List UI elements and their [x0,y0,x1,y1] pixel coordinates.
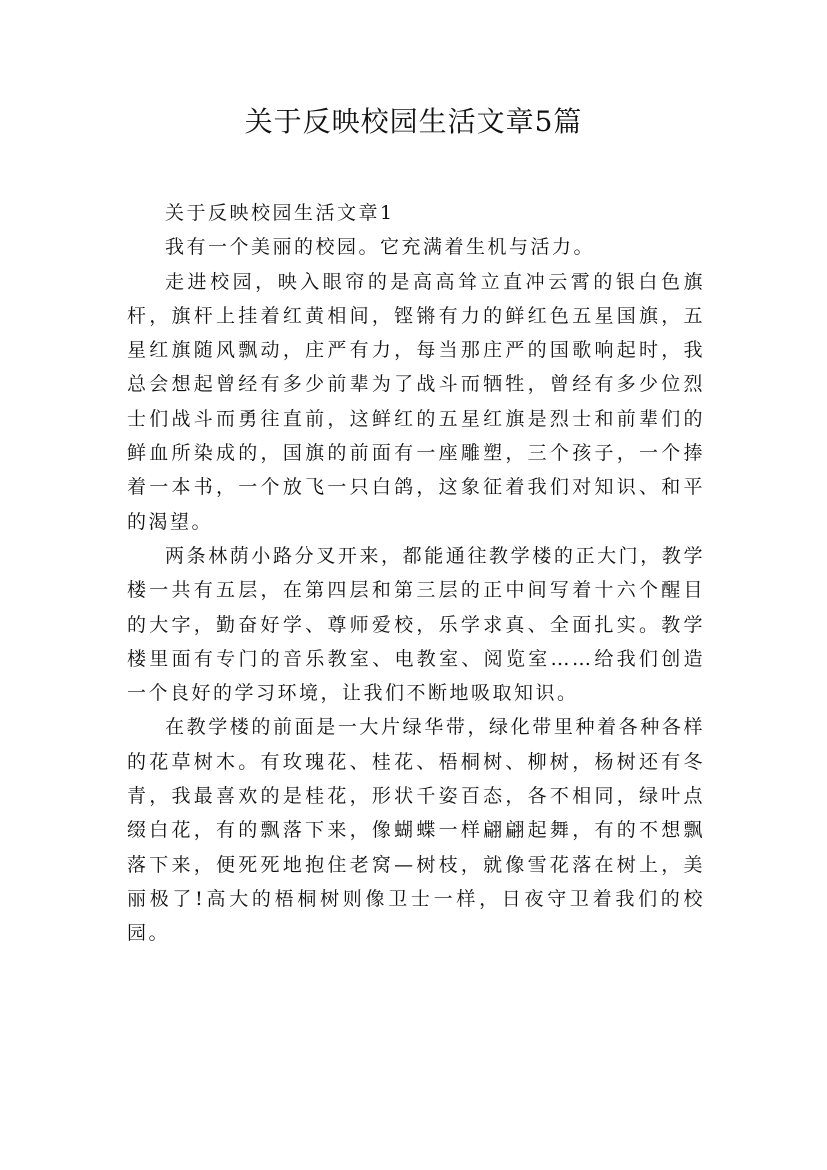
document-title: 关于反映校园生活文章5篇 [244,105,583,138]
paragraph: 我有一个美丽的校园。它充满着生机与活力。 [165,236,596,259]
paragraph: 两条林荫小路分叉开来，都能通往教学楼的正大门，教学楼一共有五层，在第四层和第三层的正中间写着十六个醒目的大字，勤奋好学、尊师爱校，乐学求真、全面扎实。教学楼里面有专门的音乐教室、电教室、阅览室……给我们创造一个良好的学习环境，让我们不断地吸取知识。 [127,544,705,705]
section-heading: 关于反映校园生活文章1 [165,202,395,224]
document-body [127,196,705,951]
paragraph: 走进校园，映入眼帘的是高高耸立直冲云霄的银白色旗杆，旗杆上挂着红黄相间，铿锵有力的鲜红色五星国旗，五星红旗随风飘动，庄严有力，每当那庄严的国歌响起时，我总会想起曾经有多少前辈为了战斗而牺牲，曾经有多少位烈士们战斗而勇往直前，这鲜红的五星红旗是烈士和前辈们的鲜血所染成的，国旗的前面有一座雕塑，三个孩子，一个捧着一本书，一个放飞一只白鸽，这象征着我们对知识、和平的渴望。 [127,270,705,533]
paragraph: 在教学楼的前面是一大片绿华带，绿化带里种着各种各样的花草树木。有玫瑰花、桂花、梧桐树、柳树，杨树还有冬青，我最喜欢的是桂花，形状千姿百态，各不相同，绿叶点缀白花，有的飘落下来，像蝴蝶一样翩翩起舞，有的不想飘落下来，便死死地抱住老窝—树枝，就像雪花落在树上，美丽极了!高大的梧桐树则像卫士一样，日夜守卫着我们的校园。 [127,716,705,945]
